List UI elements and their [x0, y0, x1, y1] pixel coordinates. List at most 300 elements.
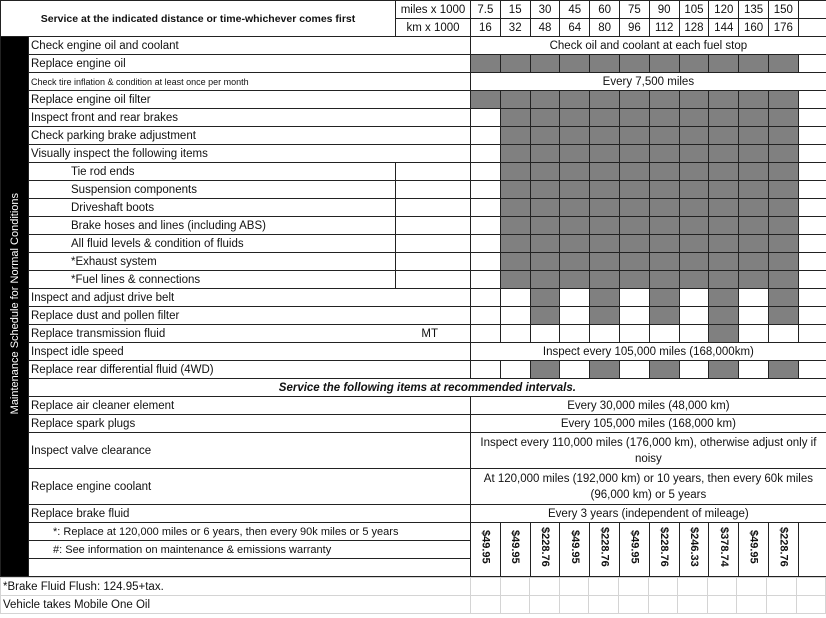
service-mark-filled	[709, 127, 739, 145]
empty-cell	[798, 109, 826, 127]
service-mark-filled	[709, 55, 739, 73]
service-mark-filled	[560, 145, 590, 163]
service-mark-filled	[768, 217, 798, 235]
service-mark-filled	[590, 145, 620, 163]
price: $378.74	[717, 527, 730, 567]
service-mark-filled	[560, 127, 590, 145]
service-mark-filled	[530, 235, 560, 253]
service-mark-filled	[649, 91, 679, 109]
interval-row	[1, 415, 826, 433]
service-mark-empty	[500, 325, 530, 343]
service-mark-filled	[709, 91, 739, 109]
service-mark-empty	[471, 253, 501, 271]
empty-cell	[500, 578, 530, 596]
service-mark-filled	[560, 109, 590, 127]
service-mark-empty	[590, 325, 620, 343]
schedule-row	[1, 37, 826, 55]
service-mark-empty	[471, 289, 501, 307]
service-mark-empty	[768, 325, 798, 343]
schedule-row	[1, 325, 826, 343]
price-cell	[619, 523, 649, 577]
footer-note: *Brake Fluid Flush: 124.95+tax.	[1, 578, 471, 596]
km-header: 32	[500, 19, 530, 37]
service-mark-filled	[590, 361, 620, 379]
interval-note: Every 105,000 miles (168,000 km)	[471, 415, 826, 433]
empty-cell	[589, 596, 619, 614]
service-mark-empty	[679, 289, 709, 307]
km-header: 176	[768, 19, 798, 37]
schedule-row	[1, 217, 826, 235]
service-mark-filled	[590, 235, 620, 253]
schedule-row	[1, 73, 826, 91]
service-mark-filled	[619, 181, 649, 199]
service-mark-filled	[590, 181, 620, 199]
service-mark-filled	[768, 181, 798, 199]
service-mark-filled	[590, 127, 620, 145]
service-mark-filled	[709, 289, 739, 307]
price-cell	[739, 523, 769, 577]
service-mark-filled	[739, 91, 769, 109]
service-mark-filled	[709, 271, 739, 289]
service-mark-filled	[530, 91, 560, 109]
service-mark-filled	[739, 145, 769, 163]
service-mark-filled	[679, 235, 709, 253]
service-mark-filled	[500, 271, 530, 289]
item-label: Inspect and adjust drive belt	[29, 289, 471, 307]
empty-cell	[678, 578, 708, 596]
price-cell	[709, 523, 739, 577]
service-mark-filled	[679, 217, 709, 235]
schedule-row	[1, 109, 826, 127]
empty-cell	[766, 578, 796, 596]
schedule-row	[1, 289, 826, 307]
service-mark-filled	[679, 253, 709, 271]
service-mark-filled	[649, 235, 679, 253]
empty-cell	[396, 253, 471, 271]
service-mark-filled	[679, 271, 709, 289]
item-label: All fluid levels & condition of fluids	[29, 235, 396, 253]
footer-row	[1, 578, 826, 596]
service-mark-filled	[679, 55, 709, 73]
service-mark-empty	[471, 145, 501, 163]
service-mark-filled	[530, 109, 560, 127]
service-mark-filled	[709, 217, 739, 235]
note: #: See information on maintenance & emissions warranty	[29, 541, 471, 559]
service-mark-filled	[471, 55, 501, 73]
service-mark-filled	[530, 181, 560, 199]
service-mark-filled	[739, 163, 769, 181]
empty-cell	[798, 217, 826, 235]
service-mark-filled	[768, 145, 798, 163]
service-mark-filled	[619, 217, 649, 235]
interval-row	[1, 469, 826, 505]
item-label: Visually inspect the following items	[29, 145, 471, 163]
service-mark-filled	[768, 271, 798, 289]
empty-cell	[798, 1, 826, 19]
service-mark-filled	[649, 253, 679, 271]
schedule-row	[1, 343, 826, 361]
service-mark-filled	[590, 109, 620, 127]
service-mark-empty	[619, 307, 649, 325]
service-mark-empty	[560, 289, 590, 307]
service-mark-filled	[739, 217, 769, 235]
empty-cell	[798, 181, 826, 199]
service-mark-empty	[500, 289, 530, 307]
service-mark-empty	[739, 307, 769, 325]
price: $49.95	[479, 530, 492, 564]
footer-notes	[0, 577, 826, 614]
item-label: Brake hoses and lines (including ABS)	[29, 217, 396, 235]
service-mark-filled	[500, 253, 530, 271]
service-mark-filled	[679, 145, 709, 163]
service-mark-filled	[768, 199, 798, 217]
item-label: Replace dust and pollen filter	[29, 307, 471, 325]
schedule-row	[1, 271, 826, 289]
service-mark-filled	[649, 307, 679, 325]
service-mark-filled	[500, 199, 530, 217]
service-mark-empty	[500, 307, 530, 325]
price: $49.95	[628, 530, 641, 564]
service-mark-filled	[709, 145, 739, 163]
service-mark-filled	[590, 163, 620, 181]
schedule-row	[1, 307, 826, 325]
price-cell	[471, 523, 501, 577]
service-mark-filled	[619, 199, 649, 217]
miles-header: 90	[649, 1, 679, 19]
schedule-title: Service at the indicated distance or time-whichever comes first	[1, 1, 396, 37]
service-mark-filled	[500, 145, 530, 163]
service-mark-filled	[649, 127, 679, 145]
miles-header: 7.5	[471, 1, 501, 19]
service-mark-filled	[649, 217, 679, 235]
service-mark-filled	[530, 145, 560, 163]
service-mark-filled	[530, 253, 560, 271]
km-header: 48	[530, 19, 560, 37]
empty-cell	[798, 199, 826, 217]
service-mark-empty	[500, 361, 530, 379]
empty-cell	[559, 578, 589, 596]
footer-row	[1, 596, 826, 614]
service-mark-filled	[679, 127, 709, 145]
empty-cell	[618, 578, 648, 596]
empty-cell	[396, 199, 471, 217]
service-mark-filled	[560, 217, 590, 235]
price-cell	[530, 523, 560, 577]
empty-cell	[796, 596, 826, 614]
service-mark-filled	[560, 181, 590, 199]
service-mark-filled	[560, 271, 590, 289]
service-mark-empty	[739, 325, 769, 343]
service-mark-filled	[560, 199, 590, 217]
empty-cell	[798, 253, 826, 271]
service-mark-filled	[530, 289, 560, 307]
empty-cell	[589, 578, 619, 596]
interval-note: Inspect every 110,000 miles (176,000 km), otherwise adjust only if noisy	[471, 433, 826, 469]
item-label: Check engine oil and coolant	[29, 37, 471, 55]
service-mark-filled	[560, 253, 590, 271]
service-mark-filled	[590, 289, 620, 307]
service-mark-filled	[768, 307, 798, 325]
schedule-row	[1, 361, 826, 379]
service-mark-empty	[560, 307, 590, 325]
price-cell	[500, 523, 530, 577]
service-mark-filled	[560, 91, 590, 109]
miles-header: 60	[590, 1, 620, 19]
km-header: 160	[739, 19, 769, 37]
empty-cell	[707, 578, 737, 596]
schedule-row	[1, 199, 826, 217]
service-mark-empty	[471, 181, 501, 199]
service-mark-filled	[471, 91, 501, 109]
interval-note: Every 30,000 miles (48,000 km)	[471, 397, 826, 415]
price: $49.95	[747, 530, 760, 564]
item-label: Suspension components	[29, 181, 396, 199]
empty-cell	[396, 217, 471, 235]
miles-header: 75	[619, 1, 649, 19]
service-mark-empty	[471, 361, 501, 379]
note: *: Replace at 120,000 miles or 6 years, then every 90k miles or 5 years	[29, 523, 471, 541]
empty-cell	[396, 235, 471, 253]
service-mark-filled	[560, 163, 590, 181]
item-label: Replace air cleaner element	[29, 397, 471, 415]
service-mark-filled	[768, 127, 798, 145]
service-mark-filled	[649, 361, 679, 379]
service-mark-filled	[709, 109, 739, 127]
service-mark-filled	[500, 127, 530, 145]
item-label: Inspect front and rear brakes	[29, 109, 471, 127]
price: $228.76	[598, 527, 611, 567]
service-mark-empty	[471, 199, 501, 217]
service-mark-empty	[679, 307, 709, 325]
service-mark-filled	[649, 289, 679, 307]
schedule-row	[1, 127, 826, 145]
price: $49.95	[568, 530, 581, 564]
section-row	[1, 379, 826, 397]
service-mark-filled	[619, 163, 649, 181]
empty-cell	[798, 325, 826, 343]
interval-note: Inspect every 105,000 miles (168,000km)	[471, 343, 826, 361]
miles-header: 30	[530, 1, 560, 19]
price: $49.95	[509, 530, 522, 564]
service-mark-empty	[471, 127, 501, 145]
service-mark-empty	[471, 307, 501, 325]
price: $228.76	[538, 527, 551, 567]
empty-cell	[798, 289, 826, 307]
schedule-row	[1, 91, 826, 109]
empty-cell	[396, 163, 471, 181]
item-label: *Fuel lines & connections	[29, 271, 396, 289]
item-label: Check parking brake adjustment	[29, 127, 471, 145]
service-mark-filled	[619, 235, 649, 253]
interval-note: Every 7,500 miles	[471, 73, 826, 91]
service-mark-filled	[649, 199, 679, 217]
service-mark-filled	[530, 271, 560, 289]
price-cell	[649, 523, 679, 577]
empty-cell	[396, 271, 471, 289]
miles-header: 135	[739, 1, 769, 19]
service-mark-filled	[530, 217, 560, 235]
service-mark-filled	[590, 199, 620, 217]
empty-cell	[707, 596, 737, 614]
note	[29, 559, 471, 577]
service-mark-filled	[768, 361, 798, 379]
service-mark-empty	[471, 271, 501, 289]
service-mark-filled	[709, 325, 739, 343]
side-label-bar	[1, 37, 29, 577]
schedule-row	[1, 163, 826, 181]
service-mark-filled	[679, 181, 709, 199]
empty-cell	[798, 307, 826, 325]
service-mark-empty	[471, 217, 501, 235]
empty-cell	[737, 578, 767, 596]
km-header: 80	[590, 19, 620, 37]
service-mark-filled	[739, 127, 769, 145]
section-title: Service the following items at recommended intervals.	[29, 379, 826, 397]
service-mark-empty	[471, 109, 501, 127]
empty-cell	[798, 91, 826, 109]
service-mark-filled	[709, 181, 739, 199]
interval-row	[1, 433, 826, 469]
service-mark-filled	[590, 55, 620, 73]
service-mark-filled	[619, 91, 649, 109]
price-cell	[679, 523, 709, 577]
service-mark-filled	[739, 55, 769, 73]
miles-header: 15	[500, 1, 530, 19]
service-mark-filled	[560, 55, 590, 73]
service-mark-filled	[709, 361, 739, 379]
service-mark-filled	[590, 91, 620, 109]
km-header: 96	[619, 19, 649, 37]
service-mark-filled	[709, 199, 739, 217]
km-header: 112	[649, 19, 679, 37]
empty-cell	[396, 181, 471, 199]
service-mark-empty	[560, 325, 590, 343]
price: $246.33	[687, 527, 700, 567]
service-mark-filled	[679, 91, 709, 109]
empty-cell	[798, 55, 826, 73]
km-header: 128	[679, 19, 709, 37]
service-mark-filled	[709, 307, 739, 325]
empty-cell	[766, 596, 796, 614]
service-mark-filled	[768, 91, 798, 109]
km-header: 64	[560, 19, 590, 37]
service-mark-filled	[619, 127, 649, 145]
empty-cell	[796, 578, 826, 596]
empty-cell	[618, 596, 648, 614]
service-mark-filled	[530, 307, 560, 325]
empty-cell	[798, 361, 826, 379]
empty-cell	[798, 271, 826, 289]
item-label: Replace engine oil	[29, 55, 471, 73]
item-label: Replace spark plugs	[29, 415, 471, 433]
service-mark-empty	[739, 289, 769, 307]
service-mark-filled	[739, 109, 769, 127]
service-mark-filled	[768, 109, 798, 127]
item-label: Driveshaft boots	[29, 199, 396, 217]
service-mark-filled	[590, 253, 620, 271]
empty-cell	[678, 596, 708, 614]
km-label: km x 1000	[396, 19, 471, 37]
service-mark-filled	[619, 55, 649, 73]
service-mark-empty	[679, 361, 709, 379]
service-mark-filled	[530, 55, 560, 73]
price-cell	[590, 523, 620, 577]
service-mark-filled	[619, 271, 649, 289]
service-mark-filled	[709, 235, 739, 253]
item-label: Replace brake fluid	[29, 505, 471, 523]
transmission-type-tag: MT	[421, 327, 438, 340]
service-mark-filled	[649, 181, 679, 199]
service-mark-filled	[649, 55, 679, 73]
service-mark-filled	[500, 109, 530, 127]
empty-cell	[798, 127, 826, 145]
price-cell	[560, 523, 590, 577]
service-mark-filled	[739, 271, 769, 289]
service-mark-filled	[709, 163, 739, 181]
service-mark-empty	[619, 361, 649, 379]
schedule-row	[1, 235, 826, 253]
item-label: Inspect idle speed	[29, 343, 471, 361]
service-mark-filled	[739, 253, 769, 271]
service-mark-empty	[739, 361, 769, 379]
item-label: Tie rod ends	[29, 163, 396, 181]
empty-cell	[559, 596, 589, 614]
service-mark-filled	[500, 181, 530, 199]
header-miles-row	[1, 1, 826, 19]
service-mark-filled	[619, 253, 649, 271]
service-mark-filled	[768, 253, 798, 271]
schedule-row	[1, 181, 826, 199]
service-mark-filled	[590, 271, 620, 289]
service-mark-filled	[560, 235, 590, 253]
service-mark-empty	[560, 361, 590, 379]
service-mark-filled	[530, 127, 560, 145]
service-mark-filled	[500, 235, 530, 253]
item-label: Replace engine oil filter	[29, 91, 471, 109]
service-mark-empty	[530, 325, 560, 343]
service-mark-filled	[679, 109, 709, 127]
empty-cell	[648, 578, 678, 596]
empty-cell	[471, 578, 501, 596]
service-mark-filled	[709, 253, 739, 271]
item-label: Replace transmission fluid MT	[29, 325, 471, 343]
interval-note: At 120,000 miles (192,000 km) or 10 years, then every 60k miles (96,000 km) or 5 years	[471, 469, 826, 505]
schedule-row	[1, 253, 826, 271]
service-mark-filled	[649, 163, 679, 181]
item-label: Check tire inflation & condition at least once per month	[29, 73, 471, 91]
service-mark-filled	[500, 217, 530, 235]
side-label: Maintenance Schedule for Normal Conditions	[8, 193, 21, 415]
interval-row	[1, 397, 826, 415]
service-mark-filled	[768, 163, 798, 181]
service-mark-filled	[768, 289, 798, 307]
footer-note: Vehicle takes Mobile One Oil	[1, 596, 471, 614]
service-mark-empty	[619, 325, 649, 343]
service-mark-empty	[471, 325, 501, 343]
price: $228.76	[658, 527, 671, 567]
empty-cell	[648, 596, 678, 614]
schedule-row	[1, 55, 826, 73]
service-mark-filled	[768, 55, 798, 73]
service-mark-filled	[739, 199, 769, 217]
service-mark-filled	[649, 145, 679, 163]
note-row	[1, 523, 826, 541]
service-mark-empty	[471, 163, 501, 181]
item-label: Replace engine coolant	[29, 469, 471, 505]
service-mark-filled	[500, 91, 530, 109]
empty-cell	[798, 163, 826, 181]
empty-cell	[530, 578, 560, 596]
